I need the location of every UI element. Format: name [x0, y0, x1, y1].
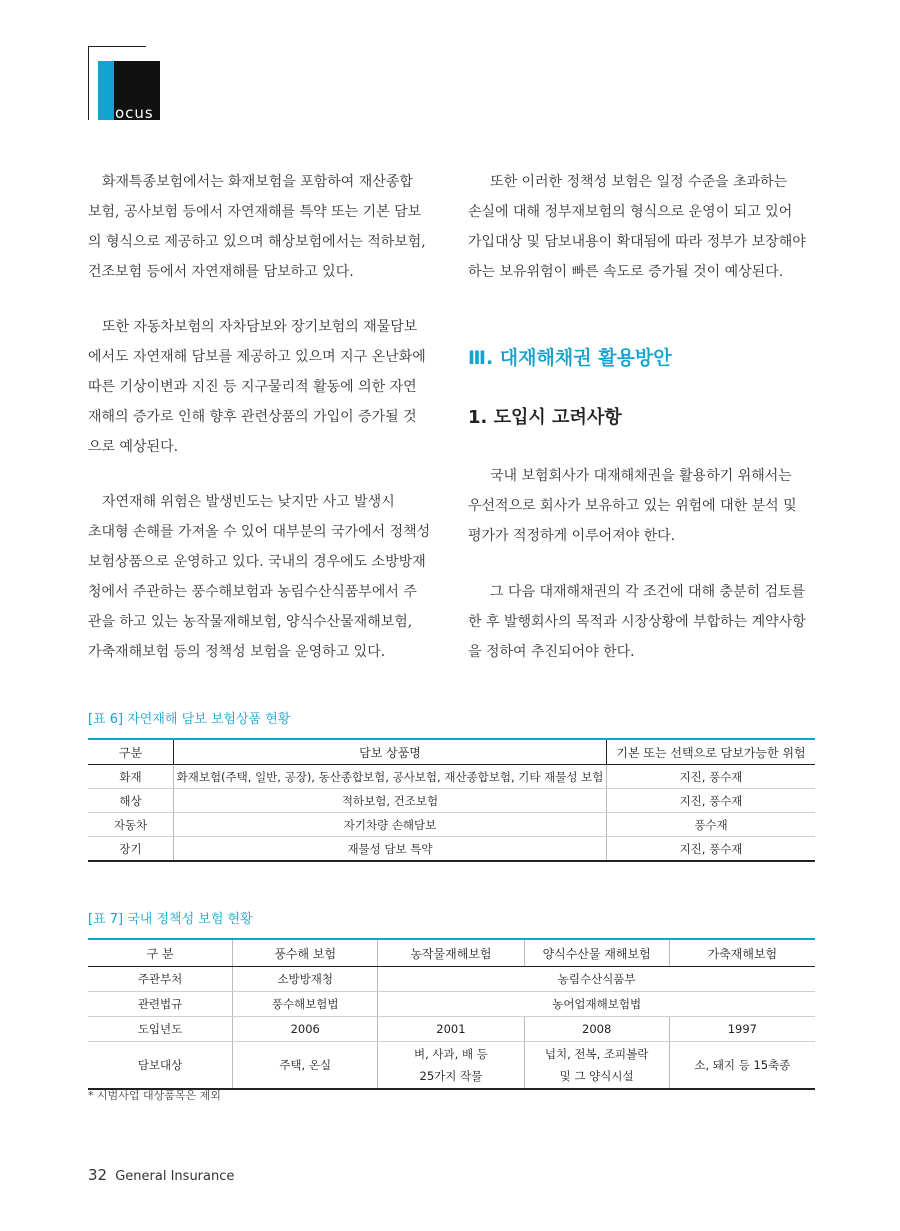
table-cell: 적하보험, 건조보험: [174, 789, 607, 813]
table-header: 농작물재해보험: [378, 939, 524, 967]
text-line: 가축재해보험 등의 정책성 보험을 운영하고 있다.: [88, 644, 386, 660]
text-line: 청에서 주관하는 풍수해보험과 농림수산식품부에서 주: [88, 584, 417, 600]
table-cell: 풍수재: [607, 813, 816, 837]
cell-line: 넙치, 전복, 조피볼락: [544, 1047, 649, 1061]
table-cell: 관련법규: [88, 992, 233, 1017]
table-cell: 1997: [669, 1017, 815, 1042]
table7-title: [표 7] 국내 정책성 보험 현황: [88, 912, 253, 927]
logo-left-line: [88, 46, 89, 120]
text-line: 우선적으로 회사가 보유하고 있는 위험에 대한 분석 및: [468, 498, 797, 514]
logo-top-line: [88, 46, 146, 47]
table-cell: 장기: [119, 841, 142, 856]
table-cell: 농어업재해보험법: [378, 992, 815, 1017]
left-paragraph-1: [88, 167, 433, 287]
table-header: 양식수산물 재해보험: [524, 939, 669, 967]
text-line: 화재특종보험에서는 화재보험을 포함하여 재산종합: [102, 174, 413, 190]
text-line: 평가가 적정하게 이루어져야 한다.: [468, 528, 676, 544]
text-line: 국내 보험회사가 대재해채권을 활용하기 위해서는: [490, 468, 792, 484]
text-line: 관을 하고 있는 농작물재해보험, 양식수산물재해보험,: [88, 614, 413, 630]
table-cell: 지진, 풍수재: [679, 841, 743, 856]
table-row: [88, 837, 815, 862]
table-cell: 지진, 풍수재: [607, 765, 816, 789]
table-cell-multiline: [524, 1042, 669, 1090]
table-cell: 재물성 담보 특약: [174, 837, 607, 862]
logo-text: ocus: [115, 104, 154, 122]
table-row: [88, 1042, 815, 1090]
text-line: 재해의 증가로 인해 향후 관련상품의 가입이 증가될 것: [88, 409, 417, 425]
text-line: 의 형식으로 제공하고 있으며 해상보험에서는 적하보험,: [88, 234, 426, 250]
table7: [88, 938, 815, 1090]
table-header: 담보 상품명: [174, 739, 607, 765]
table-cell: 담보대상: [137, 1058, 183, 1072]
table-header: 풍수해 보험: [233, 939, 378, 967]
text-line: 따른 기상이변과 지진 등 지구물리적 활동에 의한 자연: [88, 379, 417, 395]
table-header: 기본 또는 선택으로 담보가능한 위험: [607, 739, 816, 765]
cell-line: 및 그 양식시설: [559, 1069, 634, 1083]
text-line: 그 다음 대재해채권의 각 조건에 대해 충분히 검토를: [490, 584, 806, 600]
text-line: 보험상품으로 운영하고 있다. 국내의 경우에도 소방방재: [88, 554, 426, 570]
text-line: 또한 이러한 정책성 보험은 일정 수준을 초과하는: [490, 174, 788, 190]
table-cell: 2008: [524, 1017, 669, 1042]
text-line: 으로 예상된다.: [88, 439, 179, 455]
page-number: 32: [88, 1166, 108, 1184]
left-paragraph-3: [88, 487, 433, 667]
right-paragraph-2: [468, 461, 813, 551]
table-cell: 지진, 풍수재: [607, 789, 816, 813]
table-cell: 주택, 온실: [233, 1042, 378, 1090]
text-line: 가입대상 및 담보내용이 확대됨에 따라 정부가 보장해야: [468, 234, 806, 250]
page-footer: [88, 1166, 234, 1184]
table-row: [88, 992, 815, 1017]
text-line: 한 후 발행회사의 목적과 시장상황에 부합하는 계약사항: [468, 614, 806, 630]
text-line: 에서도 자연재해 담보를 제공하고 있으며 지구 온난화에: [88, 349, 426, 365]
text-line: 을 정하여 추진되어야 한다.: [468, 644, 635, 660]
left-paragraph-2: [88, 312, 433, 462]
table-cell: 소방방재청: [233, 967, 378, 992]
table6-title: [표 6] 자연재해 담보 보험상품 현황: [88, 712, 291, 727]
table-cell: 화재: [88, 765, 174, 789]
table-header-row: [88, 939, 815, 967]
sub-heading: 1. 도입시 고려사항: [468, 407, 622, 428]
table-cell: 해상: [88, 789, 174, 813]
table-cell: 풍수해보험법: [233, 992, 378, 1017]
table-cell: 2001: [378, 1017, 524, 1042]
text-line: 자연재해 위험은 발생빈도는 낮지만 사고 발생시: [102, 494, 395, 510]
text-line: 초대형 손해를 가져올 수 있어 대부분의 국가에서 정책성: [88, 524, 431, 540]
table-row: [88, 1017, 815, 1042]
text-line: 보험, 공사보험 등에서 자연재해를 특약 또는 기본 담보: [88, 204, 422, 220]
table-header: 구 분: [88, 939, 233, 967]
focus-logo: [88, 46, 160, 120]
logo-letter-f: [98, 61, 114, 120]
table-row: [88, 789, 815, 813]
table-cell: 도입년도: [88, 1017, 233, 1042]
table-cell-multiline: [378, 1042, 524, 1090]
right-paragraph-3: [468, 577, 813, 667]
table-row: [88, 813, 815, 837]
text-line: 건조보험 등에서 자연재해를 담보하고 있다.: [88, 264, 354, 280]
table-row: [88, 765, 815, 789]
text-line: 또한 자동차보험의 자차담보와 장기보험의 재물담보: [102, 319, 418, 335]
cell-line: 벼, 사과, 배 등: [414, 1047, 488, 1061]
publication-name: General Insurance: [115, 1169, 235, 1184]
table-header: 가축재해보험: [669, 939, 815, 967]
table-cell: 자동차: [88, 813, 174, 837]
table-cell: 농림수산식품부: [378, 967, 815, 992]
table-cell: 주관부처: [88, 967, 233, 992]
table-cell: 자기차량 손해담보: [174, 813, 607, 837]
right-paragraph-1: [468, 167, 813, 287]
footnote: * 시범사업 대상품목은 제외: [88, 1089, 221, 1102]
table6: [88, 738, 815, 862]
table-row: [88, 967, 815, 992]
table-cell: 2006: [233, 1017, 378, 1042]
table-cell: 소, 돼지 등 15축종: [669, 1042, 815, 1090]
table-cell: 화재보험(주택, 일반, 공장), 동산종합보험, 공사보험, 재산종합보험, 기타 재물성 보험: [174, 765, 607, 789]
text-line: 하는 보유위험이 빠른 속도로 증가될 것이 예상된다.: [468, 264, 784, 280]
table-header-row: [88, 739, 815, 765]
text-line: 손실에 대해 정부재보험의 형식으로 운영이 되고 있어: [468, 204, 793, 220]
cell-line: 25가지 작물: [419, 1069, 483, 1083]
table-header: 구분: [88, 739, 174, 765]
section-heading: Ⅲ. 대재해채권 활용방안: [468, 347, 672, 369]
